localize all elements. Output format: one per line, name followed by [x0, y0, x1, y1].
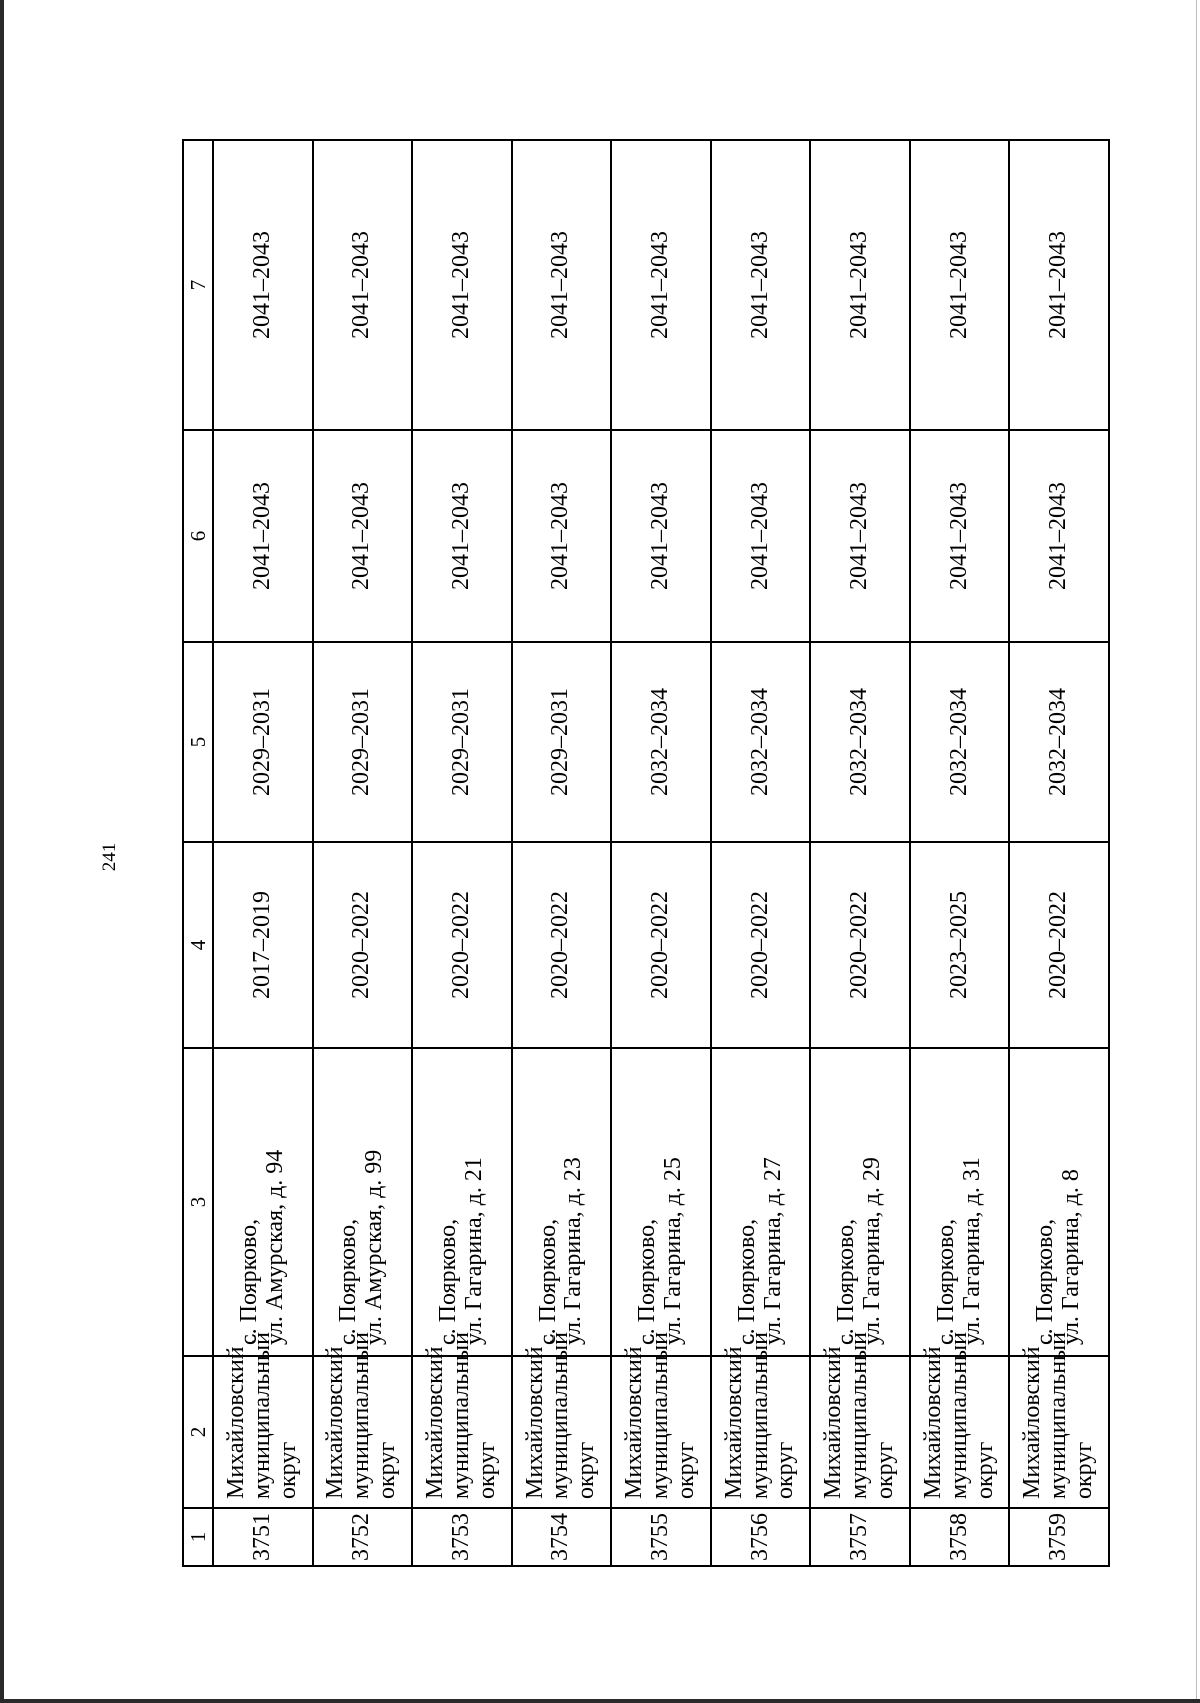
row-number-cell: 3757 — [810, 1508, 910, 1566]
period-4-cell: 2020–2022 — [313, 842, 413, 1048]
address-cell: с. Поярково, ул. Гагарина, д. 21 — [412, 1048, 512, 1356]
column-header-2: 2 — [183, 1356, 213, 1508]
period-4-cell: 2020–2022 — [512, 842, 612, 1048]
scan-edge-left — [0, 0, 4, 1703]
district-cell: Михайловский муниципальный округ — [313, 1356, 413, 1508]
row-number-cell: 3753 — [412, 1508, 512, 1566]
address-cell: с. Поярково, ул. Гагарина, д. 23 — [512, 1048, 612, 1356]
row-number-cell: 3752 — [313, 1508, 413, 1566]
period-7-cell: 2041–2043 — [910, 140, 1010, 430]
period-6-cell: 2041–2043 — [412, 430, 512, 642]
table-row — [711, 140, 811, 1566]
period-6-cell: 2041–2043 — [1009, 430, 1109, 642]
period-6-cell: 2041–2043 — [810, 430, 910, 642]
period-4-cell: 2020–2022 — [810, 842, 910, 1048]
table-row — [313, 140, 413, 1566]
period-4-cell: 2023–2025 — [910, 842, 1010, 1048]
column-header-1: 1 — [183, 1508, 213, 1566]
period-5-cell: 2029–2031 — [512, 642, 612, 842]
period-4-cell: 2020–2022 — [1009, 842, 1109, 1048]
district-cell: Михайловский муниципальный округ — [412, 1356, 512, 1508]
period-7-cell: 2041–2043 — [213, 140, 313, 430]
period-4-cell: 2017–2019 — [213, 842, 313, 1048]
column-header-5: 5 — [183, 642, 213, 842]
period-5-cell: 2029–2031 — [213, 642, 313, 842]
schedule-table — [182, 139, 1110, 1567]
scan-edge-bottom — [0, 1699, 1200, 1703]
period-7-cell: 2041–2043 — [512, 140, 612, 430]
district-cell: Михайловский муниципальный округ — [910, 1356, 1010, 1508]
scan-edge-right — [1196, 0, 1197, 1703]
address-cell: с. Поярково, ул. Гагарина, д. 27 — [711, 1048, 811, 1356]
period-5-cell: 2032–2034 — [1009, 642, 1109, 842]
page-number: 241 — [99, 842, 120, 872]
row-number-cell: 3751 — [213, 1508, 313, 1566]
period-5-cell: 2032–2034 — [810, 642, 910, 842]
district-cell: Михайловский муниципальный округ — [512, 1356, 612, 1508]
table-row — [512, 140, 612, 1566]
period-4-cell: 2020–2022 — [611, 842, 711, 1048]
period-7-cell: 2041–2043 — [313, 140, 413, 430]
period-6-cell: 2041–2043 — [213, 430, 313, 642]
period-6-cell: 2041–2043 — [512, 430, 612, 642]
column-header-4: 4 — [183, 842, 213, 1048]
address-cell: с. Поярково, ул. Амурская, д. 94 — [213, 1048, 313, 1356]
row-number-cell: 3756 — [711, 1508, 811, 1566]
period-7-cell: 2041–2043 — [711, 140, 811, 430]
district-cell: Михайловский муниципальный округ — [1009, 1356, 1109, 1508]
address-cell: с. Поярково, ул. Гагарина, д. 29 — [810, 1048, 910, 1356]
row-number-cell: 3755 — [611, 1508, 711, 1566]
period-5-cell: 2032–2034 — [611, 642, 711, 842]
table-row — [810, 140, 910, 1566]
table-row — [1009, 140, 1109, 1566]
period-5-cell: 2029–2031 — [313, 642, 413, 842]
period-6-cell: 2041–2043 — [910, 430, 1010, 642]
address-cell: с. Поярково, ул. Гагарина, д. 31 — [910, 1048, 1010, 1356]
period-4-cell: 2020–2022 — [412, 842, 512, 1048]
table-row — [611, 140, 711, 1566]
row-number-cell: 3754 — [512, 1508, 612, 1566]
district-cell: Михайловский муниципальный округ — [711, 1356, 811, 1508]
address-cell: с. Поярково, ул. Амурская, д. 99 — [313, 1048, 413, 1356]
column-header-7: 7 — [183, 140, 213, 430]
header-row — [183, 140, 213, 1566]
period-7-cell: 2041–2043 — [810, 140, 910, 430]
period-6-cell: 2041–2043 — [611, 430, 711, 642]
table-row — [213, 140, 313, 1566]
column-header-3: 3 — [183, 1048, 213, 1356]
period-6-cell: 2041–2043 — [313, 430, 413, 642]
period-5-cell: 2032–2034 — [711, 642, 811, 842]
period-4-cell: 2020–2022 — [711, 842, 811, 1048]
row-number-cell: 3759 — [1009, 1508, 1109, 1566]
address-cell: с. Поярково, ул. Гагарина, д. 8 — [1009, 1048, 1109, 1356]
period-5-cell: 2032–2034 — [910, 642, 1010, 842]
district-cell: Михайловский муниципальный округ — [213, 1356, 313, 1508]
period-7-cell: 2041–2043 — [611, 140, 711, 430]
address-cell: с. Поярково, ул. Гагарина, д. 25 — [611, 1048, 711, 1356]
district-cell: Михайловский муниципальный округ — [611, 1356, 711, 1508]
table-row — [910, 140, 1010, 1566]
period-6-cell: 2041–2043 — [711, 430, 811, 642]
period-7-cell: 2041–2043 — [1009, 140, 1109, 430]
table-body — [213, 140, 1109, 1566]
rotated-table-wrapper — [182, 141, 1110, 1567]
period-7-cell: 2041–2043 — [412, 140, 512, 430]
row-number-cell: 3758 — [910, 1508, 1010, 1566]
column-header-6: 6 — [183, 430, 213, 642]
district-cell: Михайловский муниципальный округ — [810, 1356, 910, 1508]
table-row — [412, 140, 512, 1566]
period-5-cell: 2029–2031 — [412, 642, 512, 842]
